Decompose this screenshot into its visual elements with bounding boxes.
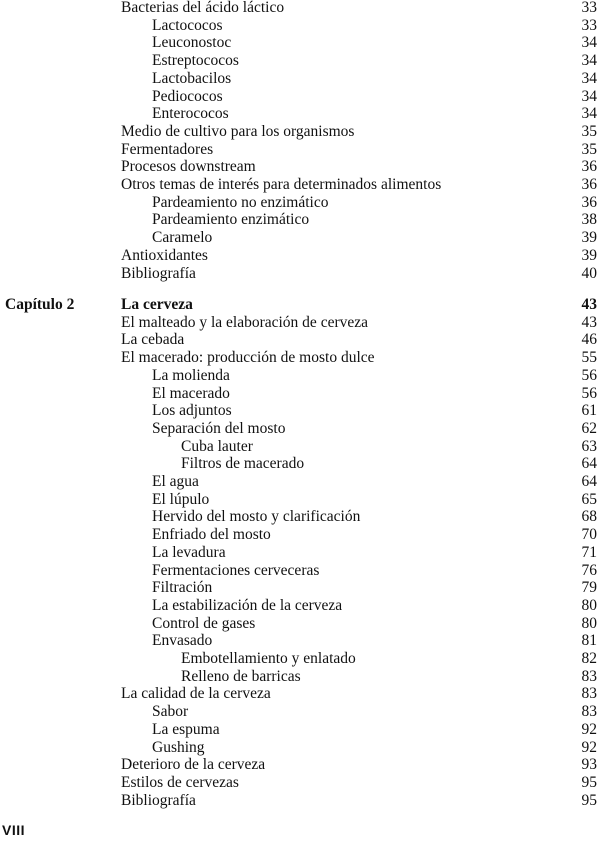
toc-entry: [0, 756, 600, 774]
toc-entry-title: Hervido del mosto y clarificación: [152, 508, 361, 526]
toc-entry: [0, 632, 600, 650]
toc-entry-title: Estreptococos: [152, 52, 239, 70]
toc-entry-page: 71: [581, 543, 597, 561]
toc-entry-page: 80: [581, 596, 597, 614]
toc-entry: [0, 211, 600, 229]
toc-entry-page: 36: [581, 158, 597, 176]
toc-entry: [0, 792, 600, 810]
toc-entry-title: Fermentadores: [121, 140, 214, 158]
toc-entry-title: La cerveza: [121, 296, 193, 313]
toc-entry: [0, 579, 600, 597]
toc-entry: [0, 685, 600, 703]
toc-entry: [0, 544, 600, 562]
toc-entry: [0, 402, 600, 420]
toc-entry: [0, 105, 600, 123]
toc-entry-title: La espuma: [152, 720, 220, 738]
toc-entry-title: El macerado: [152, 384, 230, 402]
toc-entry-page: 34: [581, 105, 597, 123]
toc-entry: [0, 491, 600, 509]
toc-entry-page: 34: [581, 52, 597, 70]
toc-entry-title: Enterococos: [152, 105, 229, 123]
toc-entry-title: Separación del mosto: [152, 419, 286, 437]
toc-entry: [0, 508, 600, 526]
toc-entry-page: 43: [581, 313, 597, 331]
toc-entry: [0, 158, 600, 176]
toc-entry-page: 46: [581, 331, 597, 349]
toc-entry-title: Relleno de barricas: [181, 667, 301, 685]
chapter-title-row: [0, 296, 600, 314]
toc-entry-page: 35: [581, 122, 597, 140]
toc-entry-page: 36: [581, 193, 597, 211]
toc-entry-title: Bacterias del ácido láctico: [121, 0, 285, 16]
toc-entry-title: Pediococos: [152, 87, 223, 105]
toc-entry: [0, 668, 600, 686]
toc-entry: [0, 52, 600, 70]
toc-entry: [0, 650, 600, 668]
toc-entry-title: Envasado: [152, 632, 213, 650]
toc-entry-page: 38: [581, 211, 597, 229]
toc-entry-page: 70: [581, 526, 597, 544]
toc-entry-title: Deterioro de la cerveza: [121, 756, 266, 774]
toc-entry: [0, 176, 600, 194]
toc-entry-page: 95: [581, 791, 597, 809]
toc-entry: [0, 703, 600, 721]
toc-entry-title: Leuconostoc: [152, 34, 232, 52]
toc-entry-page: 95: [581, 773, 597, 791]
toc-entry-page: 56: [581, 384, 597, 402]
toc-entry: [0, 526, 600, 544]
toc-entry: [0, 314, 600, 332]
page-folio: VIII: [2, 822, 26, 838]
toc-entry: [0, 141, 600, 159]
toc-entry-title: El agua: [152, 473, 199, 490]
toc-entry-page: 34: [581, 34, 597, 52]
toc-entry-title: Enfriado del mosto: [152, 526, 271, 544]
toc-entry: [0, 229, 600, 247]
toc-entry-title: Control de gases: [152, 614, 256, 632]
toc-entry: [0, 562, 600, 580]
toc-entry-title: Sabor: [152, 703, 189, 721]
toc-entry-title: La calidad de la cerveza: [121, 685, 271, 703]
toc-entry-page: 35: [581, 140, 597, 158]
toc-entry-title: El lúpulo: [152, 490, 210, 508]
toc-entry-page: 33: [581, 16, 597, 34]
toc-entry-page: 39: [581, 246, 597, 264]
toc-entry-page: 92: [581, 720, 597, 738]
toc-entry-title: Cuba lauter: [181, 437, 253, 455]
toc-entry-page: 83: [581, 685, 597, 703]
toc-entry-page: 61: [581, 402, 597, 420]
toc-entry-page: 33: [581, 0, 597, 16]
toc-entry-page: 68: [581, 508, 597, 526]
toc-entry-title: Antioxidantes: [121, 246, 208, 264]
toc-entry: [0, 473, 600, 491]
toc-entry-page: 34: [581, 87, 597, 105]
toc-entry: [0, 774, 600, 792]
toc-entry-page: 81: [581, 632, 597, 650]
toc-entry-page: 83: [581, 703, 597, 721]
toc-entry-title: Lactobacilos: [152, 69, 232, 87]
toc-entry: [0, 739, 600, 757]
toc-entry-page: 55: [581, 349, 597, 367]
toc-entry-page: 82: [581, 650, 597, 667]
toc-entry-page: 40: [581, 264, 597, 282]
chapter-label: Capítulo 2: [5, 296, 75, 313]
toc-entry: [0, 0, 600, 17]
toc-entry-page: 34: [581, 69, 597, 87]
toc-entry-page: 65: [581, 490, 597, 508]
toc-entry-title: Fermentaciones cerveceras: [152, 561, 320, 579]
toc-entry-title: El macerado: producción de mosto dulce: [121, 349, 375, 367]
toc-entry: [0, 367, 600, 385]
toc-entry: [0, 349, 600, 367]
toc-entry-title: Filtración: [152, 579, 213, 597]
toc-entry-title: Bibliografía: [121, 791, 196, 809]
toc-entry: [0, 17, 600, 35]
toc-entry-title: La estabilización de la cerveza: [152, 596, 343, 614]
toc-entry-title: Bibliografía: [121, 264, 196, 282]
toc-entry-page: 83: [581, 667, 597, 685]
toc-entry-page: 36: [581, 176, 597, 193]
toc-entry: [0, 70, 600, 88]
toc-entry-page: 64: [581, 455, 597, 473]
toc-entry: [0, 438, 600, 456]
toc-entry-title: Medio de cultivo para los organismos: [121, 122, 355, 140]
toc-entry-page: 62: [581, 419, 597, 437]
toc-entry: [0, 455, 600, 473]
toc-entry-page: 79: [581, 579, 597, 597]
toc-entry: [0, 385, 600, 403]
toc-entry-title: Los adjuntos: [152, 402, 232, 420]
toc-entry-page: 63: [581, 437, 597, 455]
toc-entry: [0, 88, 600, 106]
toc-entry-page: 39: [581, 229, 597, 247]
toc-entry-title: Filtros de macerado: [181, 455, 305, 473]
toc-entry-title: La molienda: [152, 366, 230, 384]
toc-entry: [0, 420, 600, 438]
toc-entry: [0, 721, 600, 739]
toc-entry-title: Pardeamiento no enzimático: [152, 193, 329, 211]
toc-entry: [0, 597, 600, 615]
toc-entry-page: 92: [581, 738, 597, 756]
toc-entry: [0, 194, 600, 212]
toc-entry-page: 80: [581, 614, 597, 632]
toc-entry-title: Estilos de cervezas: [121, 773, 239, 791]
toc-entry: [0, 123, 600, 141]
toc-entry-title: El malteado y la elaboración de cerveza: [121, 313, 369, 331]
toc-entry-title: Embotellamiento y enlatado: [181, 650, 356, 667]
toc-entry-page: 93: [581, 756, 597, 774]
toc-entry: [0, 331, 600, 349]
toc-entry: [0, 615, 600, 633]
toc-entry-title: Pardeamiento enzimático: [152, 211, 310, 229]
toc-entry-title: La cebada: [121, 331, 185, 349]
toc-entry-title: Caramelo: [152, 229, 213, 247]
toc-entry-title: Lactococos: [152, 16, 223, 34]
toc-entry-title: Gushing: [152, 738, 205, 756]
toc-entry-title: Procesos downstream: [121, 158, 256, 176]
toc-entry-page: 43: [581, 296, 597, 313]
toc-entry-title: Otros temas de interés para determinados alimentos: [121, 176, 442, 193]
toc-entry-page: 64: [581, 473, 597, 490]
toc-entry-title: La levadura: [152, 543, 226, 561]
toc-entry: [0, 265, 600, 283]
toc-entry: [0, 247, 600, 265]
toc-entry-page: 56: [581, 366, 597, 384]
toc-entry-page: 76: [581, 561, 597, 579]
toc-entry: [0, 34, 600, 52]
